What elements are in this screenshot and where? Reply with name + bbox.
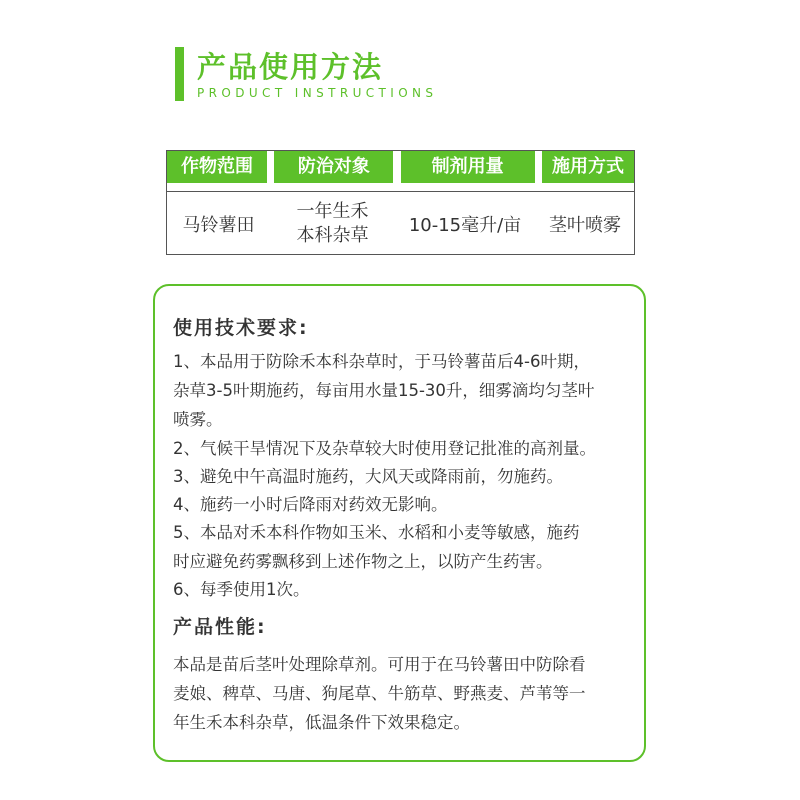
table-header	[167, 151, 634, 183]
cell-target-line-1: 一年生禾	[296, 200, 369, 222]
header-method: 施用方式	[542, 151, 634, 183]
requirement-line: 5、本品对禾本科作物如玉米、水稻和小麦等敏感，施药	[173, 523, 580, 542]
performance-line: 本品是苗后茎叶处理除草剂。可用于在马铃薯田中防除看	[173, 655, 586, 674]
cell-dosage: 10-15毫升/亩	[408, 214, 522, 236]
performance-line: 麦娘、稗草、马唐、狗尾草、牛筋草、野燕麦、芦苇等一	[173, 684, 586, 703]
header-dosage: 制剂用量	[401, 151, 537, 183]
performance-line: 年生禾本科杂草，低温条件下效果稳定。	[173, 713, 470, 732]
page-subtitle: PRODUCT INSTRUCTIONS	[197, 86, 438, 100]
requirement-line: 4、施药一小时后降雨对药效无影响。	[173, 495, 448, 514]
performance-title: 产品性能:	[173, 616, 267, 638]
requirement-line: 喷雾。	[173, 410, 223, 429]
requirement-line: 6、每季使用1次。	[173, 580, 310, 599]
requirement-line: 时应避免药雾飘移到上述作物之上，以防产生药害。	[173, 552, 553, 571]
header-target: 防治对象	[274, 151, 395, 183]
requirement-line: 1、本品用于防除禾本科杂草时，于马铃薯苗后4-6叶期，	[173, 352, 590, 371]
requirement-line: 2、气候干旱情况下及杂草较大时使用登记批准的高剂量。	[173, 439, 596, 458]
requirement-line: 3、避免中午高温时施药，大风天或降雨前，勿施药。	[173, 467, 563, 486]
requirements-title: 使用技术要求:	[173, 317, 309, 339]
usage-table	[166, 150, 635, 255]
cell-method: 茎叶喷雾	[549, 214, 621, 236]
title-accent-bar	[175, 47, 184, 101]
header-crop-range: 作物范围	[167, 151, 269, 183]
cell-target	[270, 192, 395, 255]
requirement-line: 杂草3-5叶期施药，每亩用水量15-30升，细雾滴均匀茎叶	[173, 381, 595, 400]
table-row	[167, 192, 634, 255]
cell-target-line-2: 本科杂草	[296, 224, 369, 246]
page-title: 产品使用方法	[197, 50, 384, 84]
cell-crop: 马铃薯田	[182, 214, 255, 236]
